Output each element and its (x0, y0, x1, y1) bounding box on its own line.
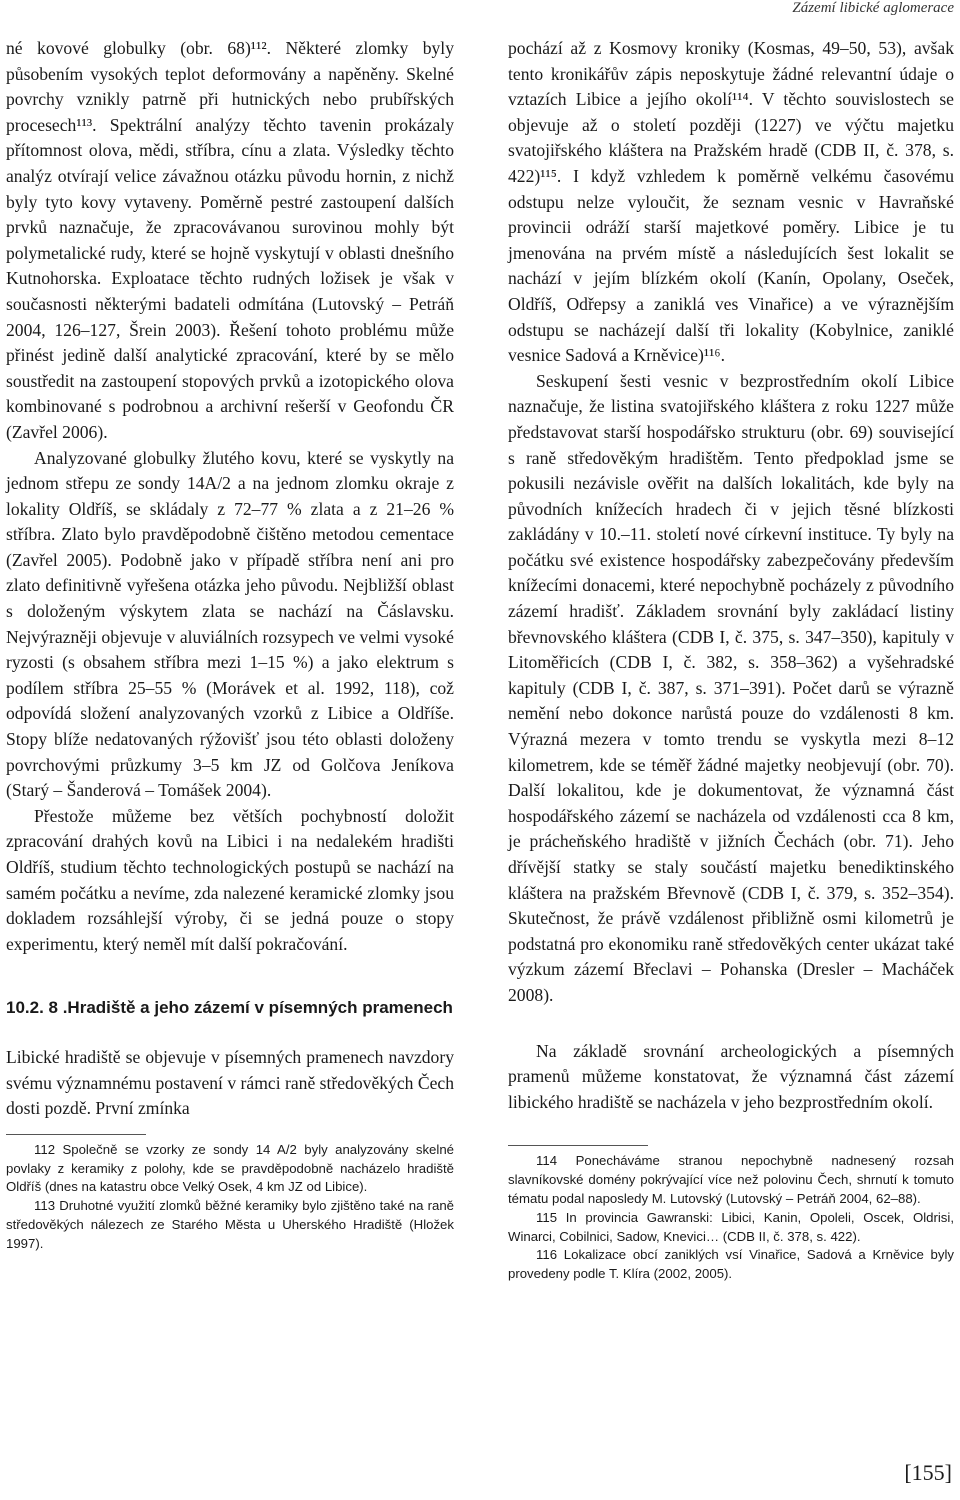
right-paragraph-1: pochází až z Kosmovy kroniky (Kosmas, 49–50, 53), avšak tento kronikářův zápis neposkytuje žádné relevantní údaje o vztazích Libice a jejího okolí¹¹⁴. V těchto souvislostech se objevuje až o století později (1227) ve výčtu majetku svatojiřského kláštera na Pražském hradě (CDB II, č. 378, s. 422)¹¹⁵. I když vzhledem k poměrně velkému časovému odstupu nelze vyloučit, že seznam vesnic v Havraňské provincii odráží starší majetkové poměry. Libice je tu jmenována na prvém místě a následujících šest lokalit se nachází v jejím blízkém okolí (Kanín, Opolany, Oseček, Oldříš, Odřepsy a zaniklá ves Vinařice) a ve výraznějším odstupu se nacházejí další tři lokality (Kobylnice, zaniklé vesnice Sadová a Krněvice)¹¹⁶. (508, 38, 954, 366)
left-paragraph-2: Analyzované globulky žlutého kovu, které se vyskytly na jednom střepu ze sondy 14A/2 a na jednom zlomku okraje z lokality Oldříš, se skládaly z 72–77 % zlata a z 21–26 % stříbra. Zlato bylo pravděpodobně čištěno metodou cementace (Zavřel 2005). Podobně jako v případě stříbra není ani pro zlato definitivně vyřešena otázka jeho původu. Nejbližší oblast s doloženým výskytem zlata se nachází na Čáslavsku. Nejvýrazněji objevuje v aluviálních rozsypech ve velmi vysoké ryzosti (s obsahem stříbra mezi 1–15 %) a jako elektrum s podílem stříbra 25–55 % (Morávek et al. 1992, 118), což odpovídá složení analyzovaných vzorků z Libice a Oldříše. Stopy blíže nedatovaných rýžovišť jsou této oblasti doloženy povrchovými průzkumy 3–5 km JZ od Golčova Jeníkova (Starý – Šanderová – Tomášek 2004). (6, 447, 454, 801)
running-head: Zázemí libické aglomerace (792, 0, 954, 16)
footnote-separator-left (6, 1134, 146, 1135)
footnote-116: 116 Lokalizace obcí zaniklých vsí Vinařice, Sadová a Krněvice byly provedeny podle T. Klíra (2002, 2005). (508, 1247, 954, 1282)
footnote-113: 113 Druhotné využití zlomků běžné keramiky bylo zjištěno také na raně středověkých nálezech ze Starého Města u Uherského Hradiště (Hložek 1997). (6, 1198, 454, 1251)
footnote-112: 112 Společně se vzorky ze sondy 14 A/2 byly analyzovány skelné povlaky z keramiky z polohy, kde se pravděpodobně nacházelo hradiště Oldříš (dnes na katastru obce Velký Osek, 4 km JZ od Libice). (6, 1141, 454, 1195)
right-column (508, 36, 954, 1284)
right-footnotes (508, 1145, 954, 1284)
right-paragraph-2: Seskupení šesti vesnic v bezprostředním okolí Libice naznačuje, že listina svatojiřského kláštera z roku 1227 může představovat starší hospodářsko strukturu (obr. 69) související s raně středověkým hradištěm. Tento předpoklad jsme se pokusili nezávisle ověřit na dalších lokalitách, kde byly na původních knížecích hradech či v jejich těsné blízkosti zakládány v 10.–11. století nové církevní instituce. Ty byly na počátku své existence hospodářsky zabezpečovány především knížecími donacemi, které nepochybně pocházely z původního zázemí hradišť. Základem srovnání byly zakládací listiny břevnovského kláštera (CDB I, č. 375, s. 347–350), kapituly v Litoměřicích (CDB I, č. 382, s. 358–362) a vyšehradské kapituly (CDB I, č. 387, s. 371–391). Počet darů se výrazně nemění nebo dokonce narůstá pouze do vzdálenosti 8 km. Výrazná mezera v tomto trendu se vyskytla mezi 8–12 kilometrem, kde se téměř žádné majetky neobjevují (obr. 70). Další lokalitou, kde je dokumentovat, že významná část hospodářského zázemí se nacházela od vzdálenosti cca 8 km, je prácheňského hradiště v jižních Čechách (obr. 71). Jeho dřívější statky se staly součástí majetku benediktinského kláštera na pražském Břevnově (CDB I, č. 379, s. 352–354). Skutečnost, že právě vzdálenost přibližně osmi kilometrů je podstatná pro ekonomiku raně středověkých center ukázat také výzkum zázemí Břeclavi – Pohanska (Dresler – Macháček 2008). (508, 370, 954, 1005)
footnote-115: 115 In provincia Gawranski: Libici, Kanin, Opoleli, Oscek, Oldrisi, Winarci, Cobilnici, Sadow, Knevici… (CDB II, č. 378, s. 422). (508, 1209, 954, 1244)
left-column (6, 36, 454, 1254)
page-number: [155] (904, 1460, 952, 1485)
footnote-separator-right (508, 1145, 648, 1146)
section-heading: 10.2. 8 .Hradiště a jeho zázemí v písemných pramenech (6, 998, 453, 1018)
left-paragraph-4: Libické hradiště se objevuje v písemných pramenech navzdory svému významnému postavení v rámci raně středověkých Čech dosti pozdě. První zmínka (6, 1046, 455, 1119)
footnote-114: 114 Ponecháváme stranou nepochybně nadnesený rozsah slavníkovské domény pokrývající více než polovinu Čech, shrnutí k tomuto tématu podal naposledy M. Lutovský (Lutovský – Petráň 2004, 62–88). (508, 1153, 954, 1206)
left-paragraph-1: né kovové globulky (obr. 68)¹¹². Některé zlomky byly působením vysokých teplot deformovány a napěněny. Skelné povrchy vznikly patrně při hutnických nebo prubířských procesech¹¹³. Spektrální analýzy těchto tavenin prokázaly přítomnost olova, mědi, stříbra, cínu a zlata. Výsledky těchto analýz otvírají velice závažnou otázku původu hornin, z nichž byly tyto kovy vytaveny. Poměrně pestré zastoupení dalších prvků naznačuje, že zpracovávanou surovinou mohly být polymetalické rudy, které se hojně vyskytují v oblasti dnešního Kutnohorska. Exploatace těchto rudných ložisek je však v současnosti některými badateli odmítána (Lutovský – Petráň 2004, 126–127, Šrein 2003). Řešení tohoto problému může přinést jedině další analytické zpracování, které by se mělo soustředit na zastoupení stopových prvků a izotopického olova kombinované s podrobnou a archivní rešerší v Geofondu ČR (Zavřel 2006). (6, 38, 454, 442)
left-paragraph-3: Přestože můžeme bez větších pochybností doložit zpracování drahých kovů na Libici i na nedalekém hradišti Oldříš, studium těchto technologických postupů se nachází na samém počátku a nevíme, zda nalezené keramické zlomky jsou dokladem rozsáhlejší výroby, či se jedná pouze o stopy experimentu, který neměl mít další pokračování. (6, 805, 454, 954)
right-paragraph-3: Na základě srovnání archeologických a písemných pramenů můžeme konstatovat, že významná část zázemí libického hradiště se nacházela v jeho bezprostředním okolí. (508, 1040, 954, 1112)
